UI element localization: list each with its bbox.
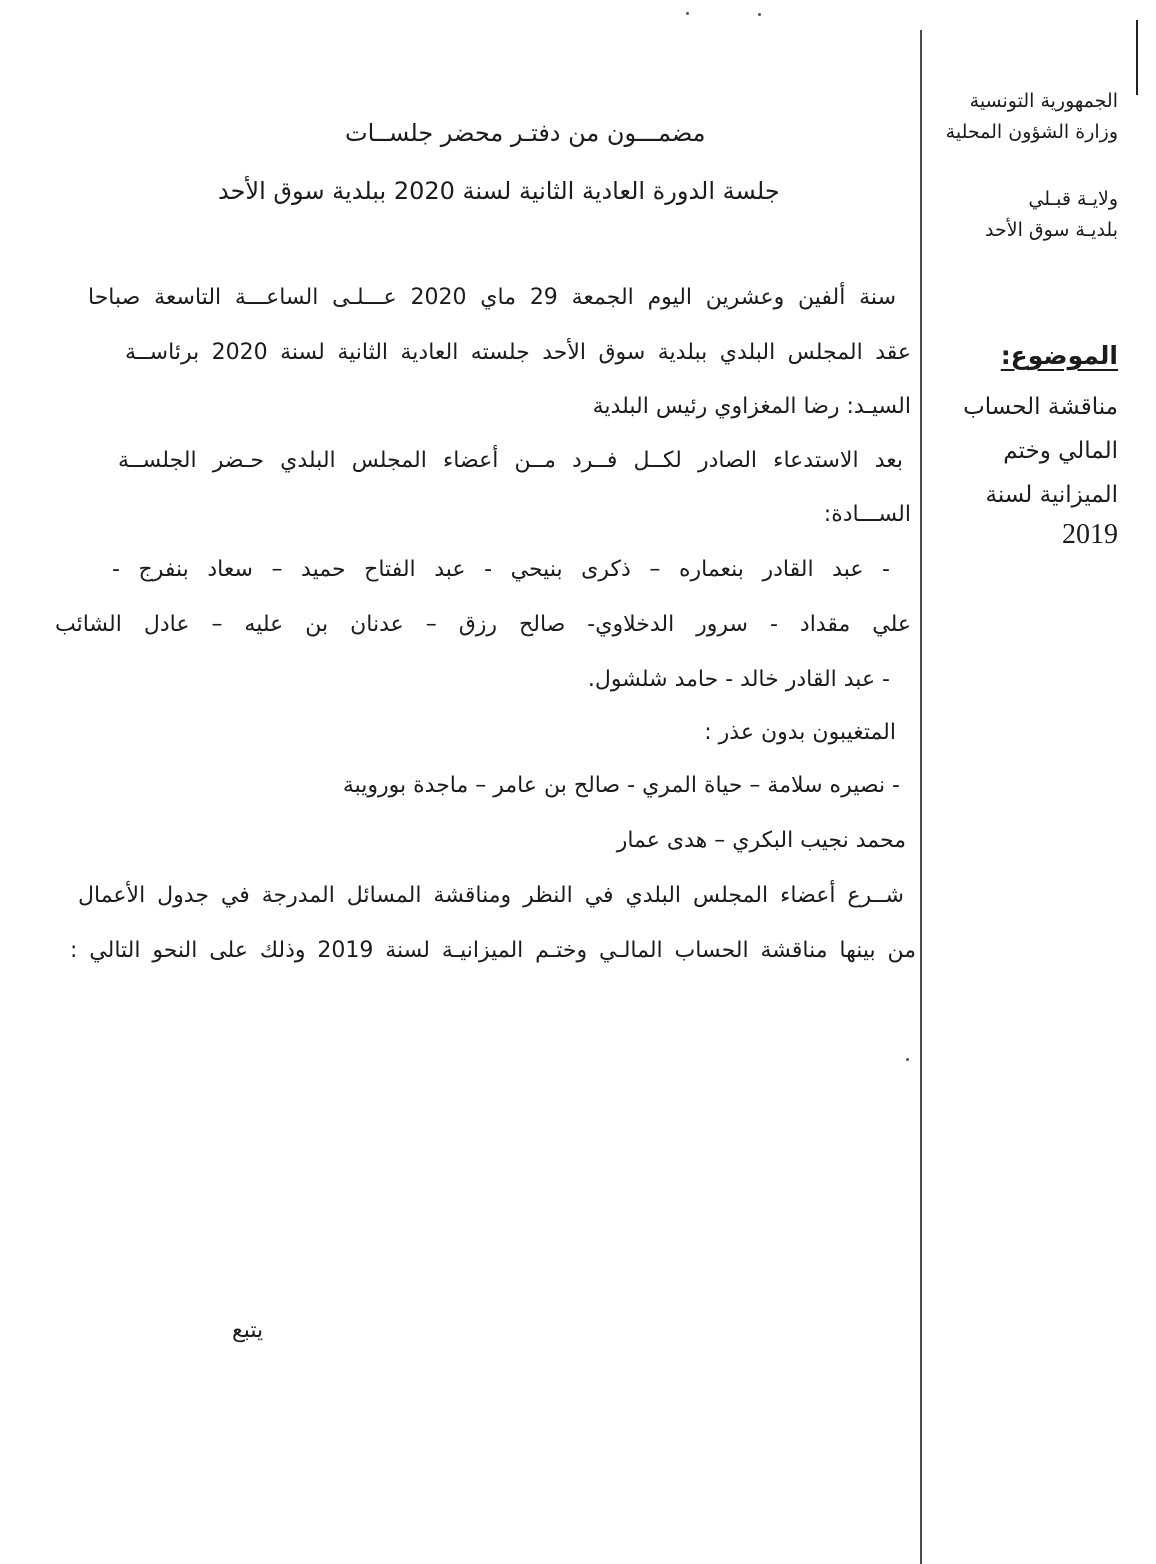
attendee-line: علي مقداد - سرور الدخلاوي- صالح رزق – عدنان بن عليه – عادل الشائب xyxy=(55,612,911,637)
document-subtitle: جلسة الدورة العادية الثانية لسنة 2020 ببلدية سوق الأحد xyxy=(218,177,780,205)
paragraph-line: الســـادة: xyxy=(823,502,911,527)
paragraph-line: سنة ألفين وعشرين اليوم الجمعة 29 ماي 2020 عـــلـى الساعـــة التاسعة صباحا xyxy=(88,285,897,310)
header-municipality: بلديـة سوق الأحد xyxy=(985,219,1118,241)
header-governorate: ولايـة قبـلي xyxy=(1028,188,1118,210)
subject-label: الموضوع: xyxy=(1000,341,1118,370)
scan-edge-mark xyxy=(1136,20,1138,95)
header-republic: الجمهورية التونسية xyxy=(969,90,1118,112)
subject-line: الميزانية لسنة xyxy=(985,482,1118,508)
paragraph-line: شــرع أعضاء المجلس البلدي في النظر ومناقشة المسائل المدرجة في جدول الأعمال xyxy=(78,883,904,908)
paragraph-line: من بينها مناقشة الحساب المالـي وختـم الميزانيـة لسنة 2019 وذلك على النحو التالي : xyxy=(70,938,917,963)
absent-label: المتغيبون بدون عذر : xyxy=(704,720,896,745)
document-title: مضمـــون من دفتـر محضر جلســات xyxy=(345,119,706,147)
header-ministry: وزارة الشؤون المحلية xyxy=(945,121,1118,143)
scan-speck xyxy=(758,13,761,16)
subject-line: المالي وختم xyxy=(1003,438,1118,464)
subject-line: مناقشة الحساب xyxy=(963,394,1118,420)
scan-speck xyxy=(686,12,689,15)
attendee-line: - عبد القادر بنعماره – ذكرى بنيحي - عبد الفتاح حميد – سعاد بنفرج - xyxy=(112,557,890,582)
attendee-line: - عبد القادر خالد - حامد شلشول. xyxy=(587,667,890,692)
subject-year: 2019 xyxy=(1062,519,1118,550)
scan-speck xyxy=(906,1058,909,1061)
vertical-divider xyxy=(920,30,922,1564)
paragraph-line: السيـد: رضا المغزاوي رئيس البلدية xyxy=(592,394,911,419)
paragraph-line: عقد المجلس البلدي ببلدية سوق الأحد جلسته العادية الثانية لسنة 2020 برئاســة xyxy=(125,340,912,365)
absent-line: محمد نجيب البكري – هدى عمار xyxy=(616,828,906,853)
continued-note: يتبع xyxy=(232,1318,264,1343)
absent-line: - نصيره سلامة – حياة المري - صالح بن عامر – ماجدة بورويبة xyxy=(342,773,900,798)
paragraph-line: بعد الاستدعاء الصادر لكــل فــرد مــن أعضاء المجلس البلدي حـضر الجلســة xyxy=(118,448,903,473)
